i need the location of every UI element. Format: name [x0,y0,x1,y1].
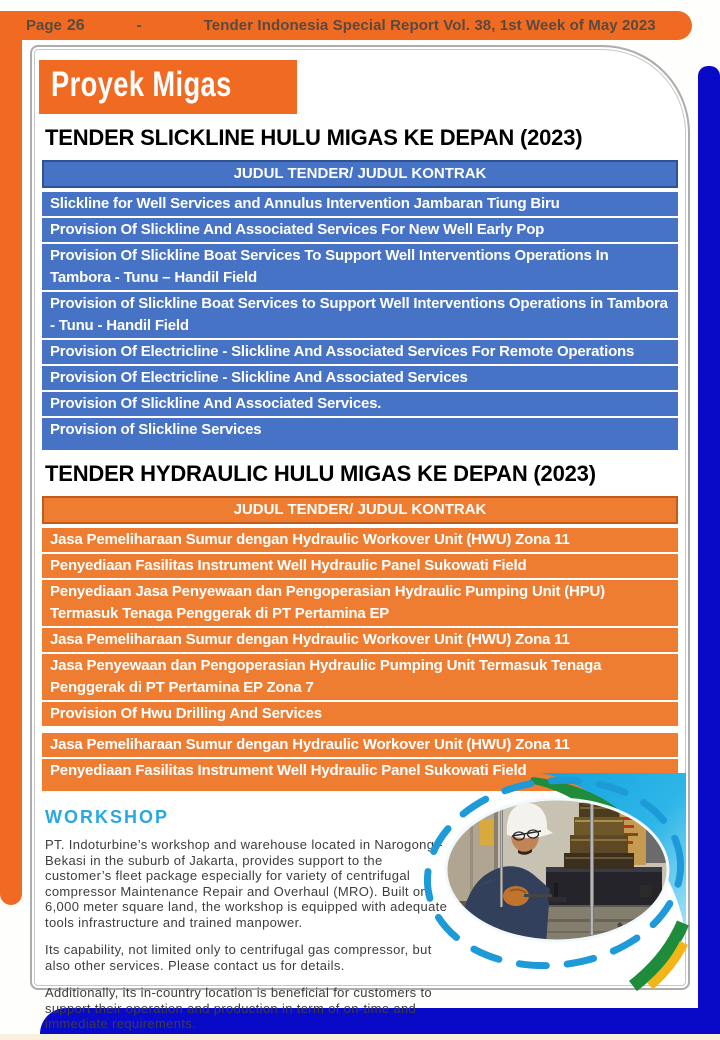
table-row: Penyediaan Fasilitas Instrument Well Hydraulic Panel Sukowati Field [42,554,678,578]
table-row: Jasa Penyewaan dan Pengoperasian Hydraulic Pumping Unit Termasuk Tenaga Penggerak di PT Pertamina EP Zona 7 [42,654,678,700]
table-row: Jasa Pemeliharaan Sumur dengan Hydraulic Workover Unit (HWU) Zona 11 [42,628,678,652]
table-row: Provision Of Hwu Drilling And Services [42,702,678,726]
workshop-graphic [424,773,686,986]
bottom-strip [0,1034,720,1040]
table-row: Provision of Slickline Services [42,418,678,450]
workshop-paragraph: PT. Indoturbine’s workshop and warehouse located in Narogong - Bekasi in the suburb of Jakarta, provides support to the customer’s fleet package especially for variety of centrifugal compressor Maintenance Repair and Overhaul (MRO). Built on 6,000 meter square land, the workshop is equipped with adequate tools infrastructure and trained manpower. [45,837,448,930]
table-row: Provision Of Slickline Boat Services To Support Well Interventions Operations In Tambora - Tunu – Handil Field [42,244,678,290]
header-separator: - [136,17,142,34]
hydraulic-heading: TENDER HYDRAULIC HULU MIGAS KE DEPAN (2023) [45,461,596,486]
table-row: Provision Of Slickline And Associated Services For New Well Early Pop [42,218,678,242]
workshop-paragraph: Additionally, its in-country location is beneficial for customers to support their operation and production in term of on-time and immediate requirements. [45,985,432,1031]
table-row: Provision of Slickline Boat Services to Support Well Interventions Operations in Tambora - Tunu - Handil Field [42,292,678,338]
table-row: Provision Of Electricline - Slickline And Associated Services [42,366,678,390]
table-row: Provision Of Slickline And Associated Services. [42,392,678,416]
slickline-table [42,160,678,450]
right-accent-bar [698,66,720,1040]
content-panel [30,45,690,1031]
report-title: Tender Indonesia Special Report Vol. 38, 1st Week of May 2023 [203,17,656,34]
workshop-illustration [424,773,686,986]
workshop-title: WORKSHOP [45,807,169,827]
section-banner [39,60,297,114]
hydraulic-table [42,496,678,791]
slickline-rows [42,192,678,450]
hydraulic-rows-a [42,528,678,726]
page-header-bar [0,11,692,40]
slickline-table-header: JUDUL TENDER/ JUDUL KONTRAK [42,160,678,188]
table-row: Penyediaan Fasilitas Instrument Well Hydraulic Panel Sukowati Field [42,759,678,791]
hydraulic-table-header: JUDUL TENDER/ JUDUL KONTRAK [42,496,678,524]
table-row: Jasa Pemeliharaan Sumur dengan Hydraulic Workover Unit (HWU) Zona 11 [42,528,678,552]
table-row: Jasa Pemeliharaan Sumur dengan Hydraulic Workover Unit (HWU) Zona 11 [42,733,678,757]
page-number: 26 [66,16,85,34]
table-row: Penyediaan Jasa Penyewaan dan Pengoperasian Hydraulic Pumping Unit (HPU) Termasuk Tenaga Penggerak di PT Pertamina EP [42,580,678,626]
workshop-paragraph: Its capability, not limited only to centrifugal gas compressor, but also other services. Please contact us for details. [45,942,432,973]
page-label: Page [26,17,62,34]
banner-title: Proyek Migas [51,65,232,104]
left-accent-bar [0,11,22,905]
table-row: Slickline for Well Services and Annulus Intervention Jambaran Tiung Biru [42,192,678,216]
slickline-heading: TENDER SLICKLINE HULU MIGAS KE DEPAN (2023) [45,125,583,150]
table-row: Provision Of Electricline - Slickline And Associated Services For Remote Operations [42,340,678,364]
